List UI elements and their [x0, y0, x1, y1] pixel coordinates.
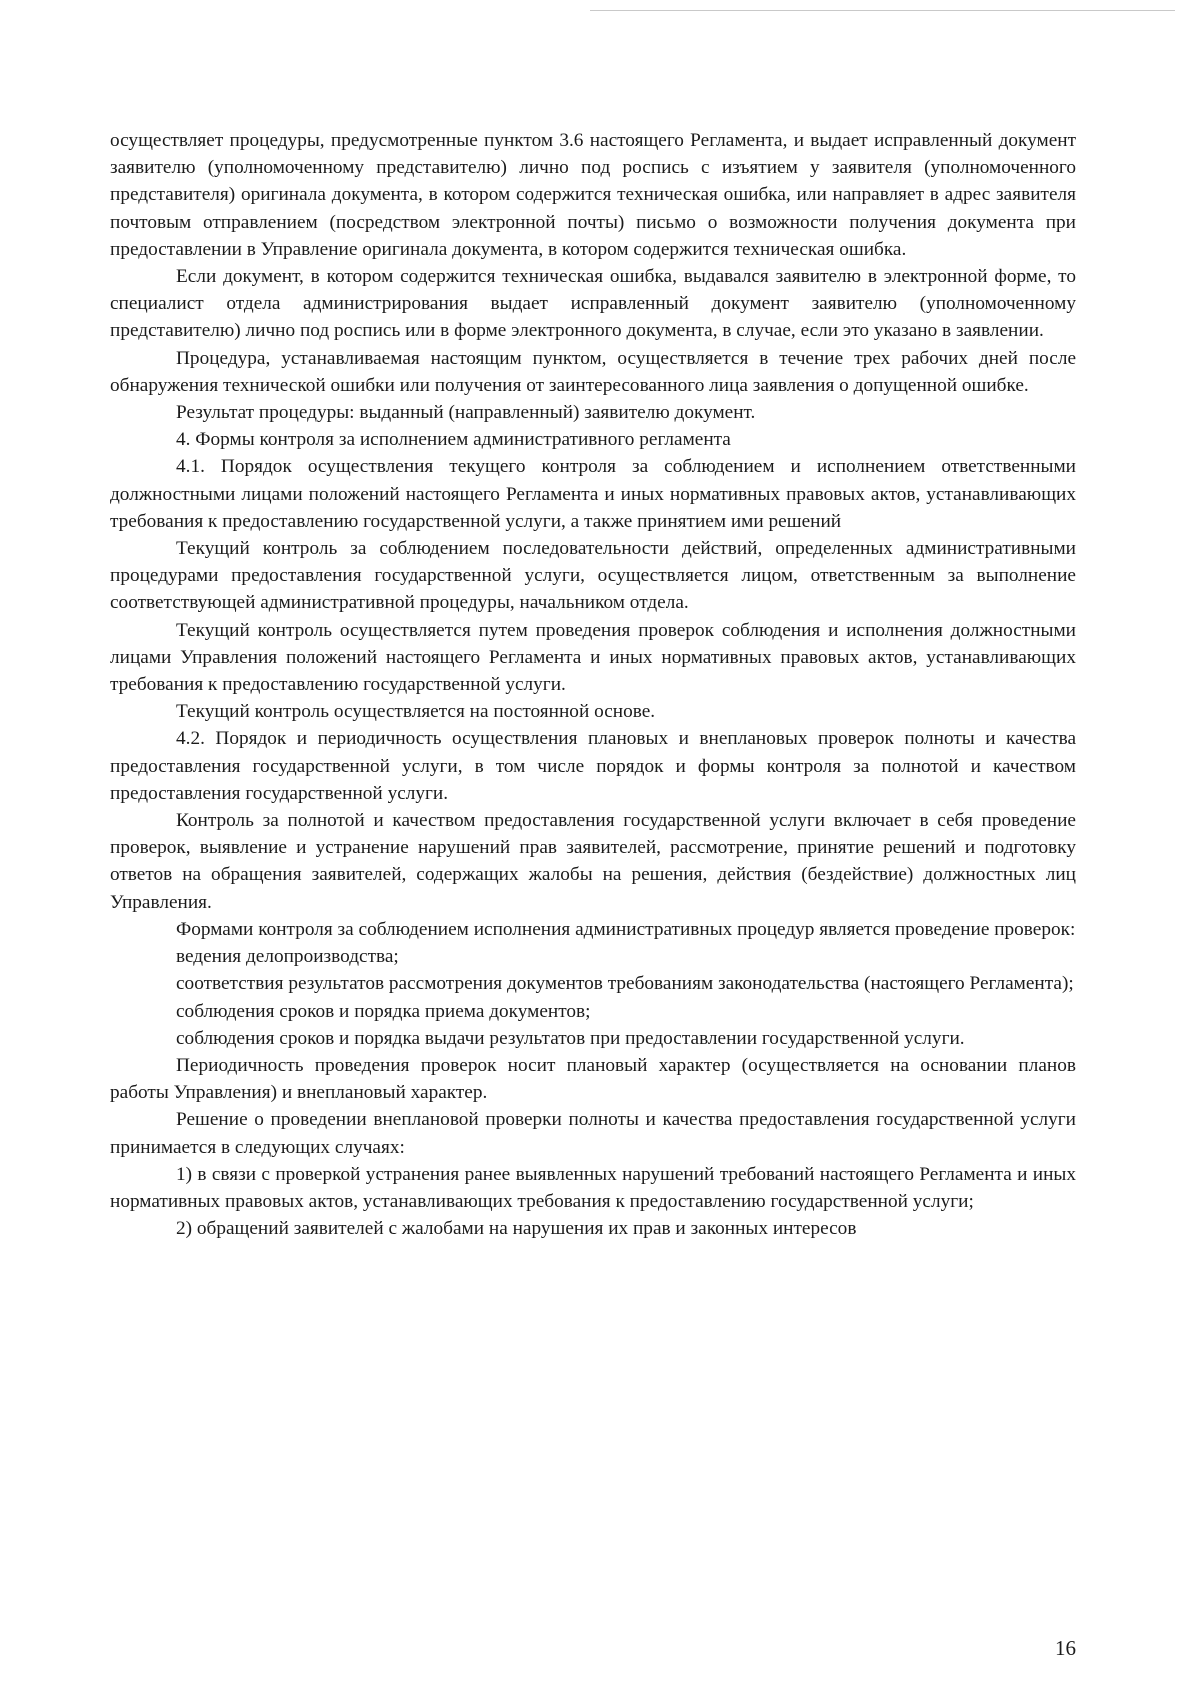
list-item-1: ведения делопроизводства;: [176, 946, 399, 968]
paragraph-3: Процедура, устанавливаемая настоящим пунктом, осуществляется в течение трех рабочих дней после обнаружения технической ошибки или получения от заинтересованного лица заявления о допущенной ошибке.: [110, 347, 1076, 396]
paragraph-1: осуществляет процедуры, предусмотренные пунктом 3.6 настоящего Регламента, и выдает исправленный документ заявителю (уполномоченному представителю) лично под роспись с изъятием у заявителя (уполномоченного представителя) оригинала документа, в котором содержится техническая ошибка, или направляет в адрес заявителя почтовым отправлением (посредством электронной почты) письмо о возможности получения документа при предоставлении в Управление оригинала документа, в котором содержится техническая ошибка.: [110, 130, 1076, 260]
subsection-4-1-heading: 4.1. Порядок осуществления текущего контроля за соблюдением и исполнением ответственными должностными лицами положений настоящего Регламента и иных нормативных правовых актов, устанавливающих требования к предоставлению государственной услуги, а также принятием ими решений: [110, 456, 1076, 532]
paragraph-12: Формами контроля за соблюдением исполнения административных процедур является проведение проверок:: [176, 918, 1076, 940]
paragraph-9: Текущий контроль осуществляется на постоянной основе.: [176, 701, 656, 723]
scan-edge-line: [590, 10, 1175, 11]
paragraph-17: Периодичность проведения проверок носит плановый характер (осуществляется на основании планов работы Управления) и внеплановый характер.: [110, 1054, 1076, 1104]
page-number: 16: [1055, 1636, 1076, 1660]
paragraph-7: Текущий контроль за соблюдением последовательности действий, определенных административными процедурами предоставления государственной услуги, осуществляется лицом, ответственным за выполнение соответствующей административной процедуры, начальником отдела.: [110, 538, 1076, 614]
subsection-4-2-heading: 4.2. Порядок и периодичность осуществления плановых и внеплановых проверок полноты и качества предоставления государственной услуги, в том числе порядок и формы контроля за полнотой и качеством предоставления государственной услуги.: [110, 728, 1076, 804]
list-item-4: соблюдения сроков и порядка выдачи результатов при предоставлении государственной услуги.: [176, 1027, 965, 1049]
paragraph-11: Контроль за полнотой и качеством предоставления государственной услуги включает в себя проведение проверок, выявление и устранение нарушений прав заявителей, рассмотрение, принятие решений и подготовку ответов на обращения заявителей, содержащих жалобы на решения, действия (бездействие) должностных лиц Управления.: [110, 810, 1076, 913]
list-item-2: соответствия результатов рассмотрения документов требованиям законодательства (настоящего Регламента);: [176, 973, 1074, 995]
document-body: [110, 127, 1076, 1242]
numbered-item-2: 2) обращений заявителей с жалобами на нарушения их прав и законных интересов: [176, 1218, 857, 1240]
paragraph-18: Решение о проведении внеплановой проверки полноты и качества предоставления государственной услуги принимается в следующих случаях:: [110, 1109, 1076, 1158]
paragraph-8: Текущий контроль осуществляется путем проведения проверок соблюдения и исполнения должностными лицами Управления положений настоящего Регламента и иных нормативных правовых актов, устанавливающих требования к предоставлению государственной услуги.: [110, 619, 1076, 696]
paragraph-4: Результат процедуры: выданный (направленный) заявителю документ.: [176, 402, 756, 424]
section-4-heading: 4. Формы контроля за исполнением административного регламента: [176, 429, 731, 451]
paragraph-2: Если документ, в котором содержится техническая ошибка, выдавался заявителю в электронной форме, то специалист отдела администрирования выдает исправленный документ заявителю (уполномоченному представителю) лично под роспись или в форме электронного документа, в случае, если это указано в заявлении.: [110, 266, 1076, 342]
numbered-item-1: 1) в связи с проверкой устранения ранее выявленных нарушений требований настоящего Регламента и иных нормативных правовых актов, устанавливающих требования к предоставлению государственной услуги;: [110, 1163, 1076, 1212]
list-item-3: соблюдения сроков и порядка приема документов;: [176, 1000, 591, 1022]
